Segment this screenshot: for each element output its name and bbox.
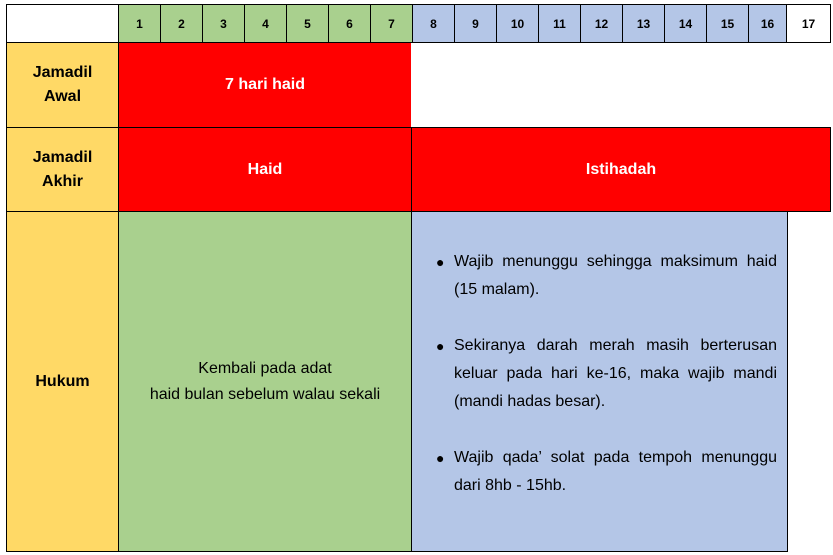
list-item bbox=[424, 332, 777, 416]
day-header-2: 2 bbox=[160, 4, 203, 43]
hukum-haid-line: Kembali pada adat bbox=[198, 359, 332, 377]
haid-block bbox=[118, 127, 412, 212]
day-header-9: 9 bbox=[454, 4, 497, 43]
day-header-8: 8 bbox=[412, 4, 455, 43]
hukum-istihadah-cell bbox=[411, 211, 788, 552]
row-label-line: Jamadil bbox=[32, 148, 93, 166]
row-label-line: Jamadil bbox=[32, 64, 93, 81]
day-header-10: 10 bbox=[496, 4, 539, 43]
row-label-line: Akhir bbox=[42, 172, 83, 190]
bullet-text: Wajib menunggu sehingga maksimum haid (15 malam). bbox=[454, 253, 777, 298]
row-label-jamadil-awal bbox=[6, 42, 119, 128]
bullet-text: Sekiranya darah merah masih berterusan keluar pada hari ke-16, maka wajib mandi (mandi hadas besar). bbox=[454, 337, 777, 410]
day-header-11: 11 bbox=[538, 4, 581, 43]
hukum-haid-line: haid bulan sebelum walau sekali bbox=[149, 385, 381, 403]
list-item bbox=[424, 444, 777, 500]
day-header-1: 1 bbox=[118, 4, 161, 43]
bullet-icon: ● bbox=[436, 338, 445, 354]
row-label-hukum bbox=[6, 211, 119, 552]
day-header-15: 15 bbox=[706, 4, 749, 43]
day-header-6: 6 bbox=[328, 4, 371, 43]
day-header-17: 17 bbox=[786, 4, 831, 43]
row-label-jamadil-akhir bbox=[6, 127, 119, 212]
row-label-line: Hukum bbox=[35, 372, 90, 390]
empty-awal-cell bbox=[411, 42, 831, 128]
haid-7-days-block bbox=[118, 42, 412, 128]
day-header-5: 5 bbox=[286, 4, 329, 43]
istihadah-text: Istihadah bbox=[585, 160, 657, 178]
haid-text: Haid bbox=[247, 160, 283, 178]
day-header-4: 4 bbox=[244, 4, 287, 43]
istihadah-block bbox=[411, 127, 831, 212]
row-label-line: Awal bbox=[43, 88, 82, 105]
bullet-text: Wajib qada’ solat pada tempoh menunggu dari 8hb - 15hb. bbox=[454, 449, 777, 494]
day-header-3: 3 bbox=[202, 4, 245, 43]
haid-7-days-text: 7 hari haid bbox=[224, 76, 306, 93]
hukum-haid-cell bbox=[118, 211, 412, 552]
bullet-icon: ● bbox=[436, 450, 445, 466]
day-header-13: 13 bbox=[622, 4, 665, 43]
day-header-16: 16 bbox=[748, 4, 787, 43]
day-header-14: 14 bbox=[664, 4, 707, 43]
hukum-bullet-list bbox=[424, 248, 777, 500]
day-header-7: 7 bbox=[370, 4, 413, 43]
day-header-12: 12 bbox=[580, 4, 623, 43]
bullet-icon: ● bbox=[436, 254, 445, 270]
list-item bbox=[424, 248, 777, 304]
header-corner-cell bbox=[6, 4, 119, 43]
